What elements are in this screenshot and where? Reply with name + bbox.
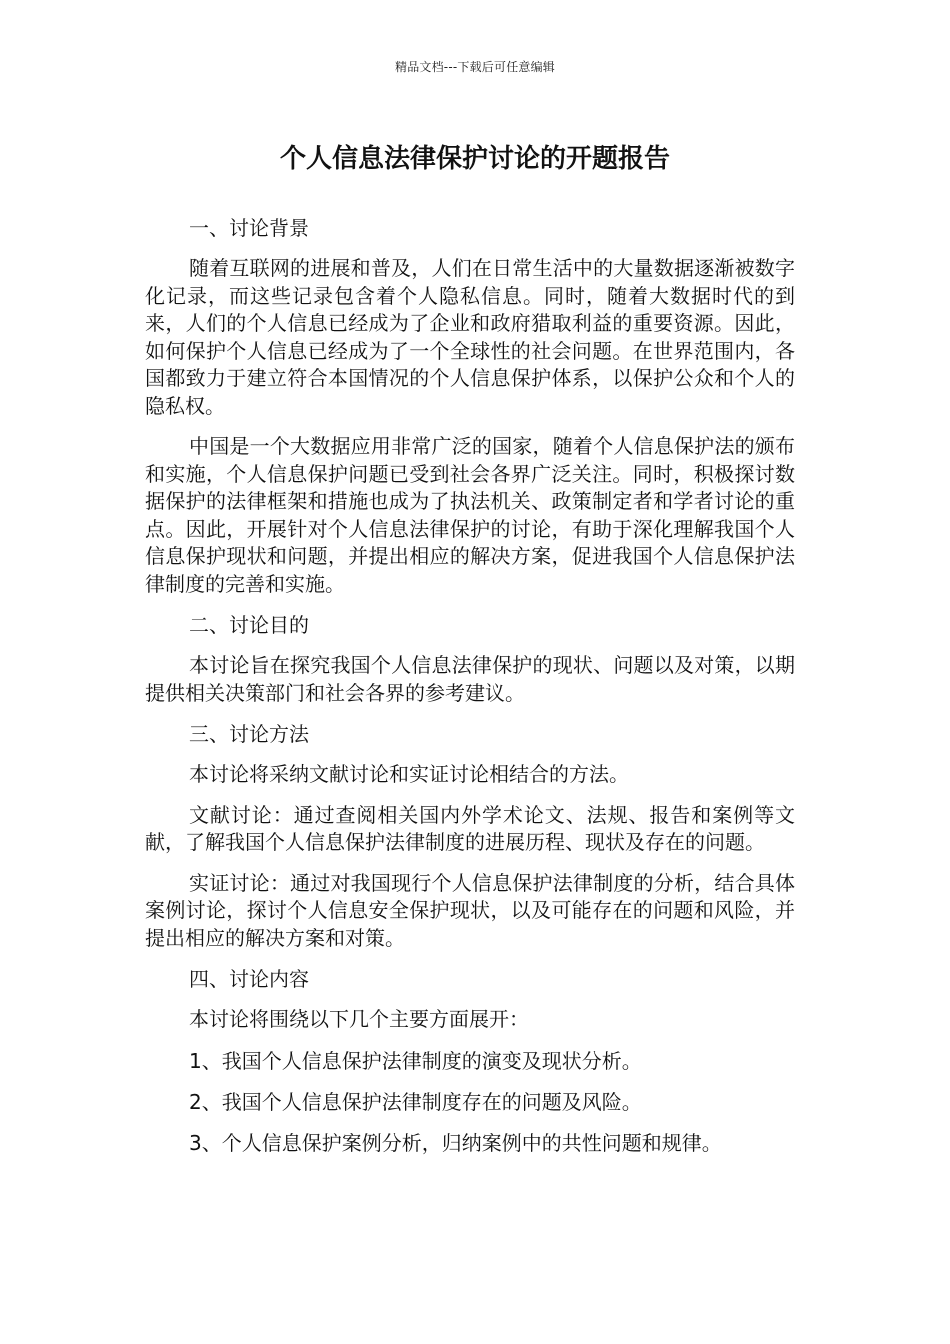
section-heading-content: 四、讨论内容 — [189, 967, 309, 991]
list-item: 2、我国个人信息保护法律制度存在的问题及风险。 — [189, 1089, 642, 1114]
list-item: 3、个人信息保护案例分析，归纳案例中的共性问题和规律。 — [189, 1130, 722, 1155]
paragraph: 本讨论将采纳文献讨论和实证讨论相结合的方法。 — [189, 762, 629, 786]
section-heading-purpose: 二、讨论目的 — [189, 613, 309, 637]
document-body — [145, 214, 795, 1170]
paragraph: 实证讨论：通过对我国现行个人信息保护法律制度的分析，结合具体案例讨论，探讨个人信息安全保护现状，以及可能存在的问题和风险，并提出相应的解决方案和对策。 — [145, 870, 795, 950]
paragraph: 文献讨论：通过查阅相关国内外学术论文、法规、报告和案例等文献，了解我国个人信息保护法律制度的进展历程、现状及存在的问题。 — [145, 802, 795, 854]
paragraph: 本讨论旨在探究我国个人信息法律保护的现状、问题以及对策，以期提供相关决策部门和社会各界的参考建议。 — [145, 653, 795, 705]
section-heading-method: 三、讨论方法 — [189, 722, 309, 746]
document-title: 个人信息法律保护讨论的开题报告 — [279, 144, 670, 174]
paragraph: 随着互联网的进展和普及，人们在日常生活中的大量数据逐渐被数字化记录，而这些记录包含着个人隐私信息。同时，随着大数据时代的到来，人们的个人信息已经成为了企业和政府猎取利益的重要资源。因此，如何保护个人信息已经成为了一个全球性的社会问题。在世界范围内，各国都致力于建立符合本国情况的个人信息保护体系，以保护公众和个人的隐私权。 — [145, 256, 795, 418]
page-header-watermark: 精品文档---下载后可任意编辑 — [395, 60, 555, 74]
paragraph: 本讨论将围绕以下几个主要方面展开： — [189, 1007, 529, 1031]
section-heading-background: 一、讨论背景 — [189, 216, 309, 240]
list-item: 1、我国个人信息保护法律制度的演变及现状分析。 — [189, 1048, 642, 1073]
paragraph: 中国是一个大数据应用非常广泛的国家，随着个人信息保护法的颁布和实施，个人信息保护问题已受到社会各界广泛关注。同时，积极探讨数据保护的法律框架和措施也成为了执法机关、政策制定者和学者讨论的重点。因此，开展针对个人信息法律保护的讨论，有助于深化理解我国个人信息保护现状和问题，并提出相应的解决方案，促进我国个人信息保护法律制度的完善和实施。 — [145, 434, 795, 596]
